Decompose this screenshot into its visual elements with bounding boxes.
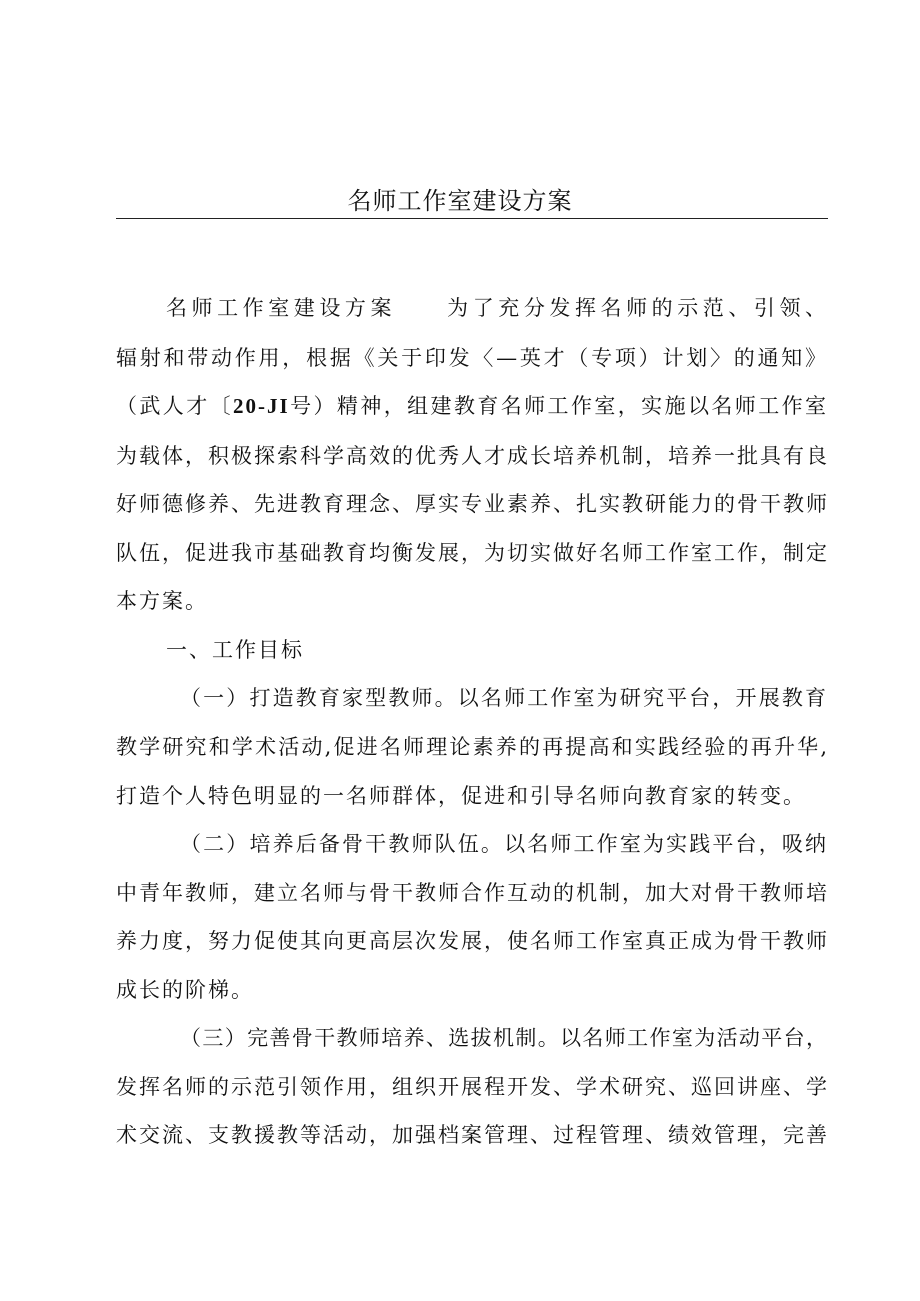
- intro-line-7: 本方案。: [116, 589, 208, 613]
- document-title: 名师工作室建设方案: [347, 187, 573, 215]
- item1-line-3: 打造个人特色明显的一名师群体，促进和引导名师向教育家的转变。: [116, 784, 806, 808]
- item2-line-1: （二）培养后备骨干教师队伍。以名师工作室为实践平台，吸纳: [180, 832, 828, 856]
- item2-line-3: 养力度，努力促使其向更高层次发展，使名师工作室真正成为骨干教师: [116, 929, 829, 953]
- item3-line-1: （三）完善骨干教师培养、选拔机制。以名师工作室为活动平台，: [180, 1026, 828, 1050]
- intro-line-3: [116, 392, 828, 420]
- item1-line-2: 教学研究和学术活动,促进名师理论素养的再提高和实践经验的再升华,: [116, 735, 828, 759]
- document-number: 20-JI: [233, 394, 290, 418]
- item2-line-4: 成长的阶梯。: [116, 978, 254, 1002]
- item2-line-2: 中青年教师，建立名师与骨干教师合作互动的机制，加大对骨干教师培: [116, 881, 829, 905]
- item3-line-2: 发挥名师的示范引领作用，组织开展程开发、学术研究、巡回讲座、学: [116, 1075, 829, 1099]
- item3-line-3: 术交流、支教援教等活动，加强档案管理、过程管理、绩效管理，完善: [116, 1123, 829, 1147]
- section-heading-work-goals: 一、工作目标: [166, 638, 304, 662]
- intro-line-2: 辐射和带动作用，根据《关于印发〈—英才（专项）计划〉的通知》: [116, 346, 828, 370]
- intro-line-3-part-c: 号）精神，组建教育名师工作室，实施以名师工作室: [289, 394, 829, 418]
- intro-line-5: 好师德修养、先进教育理念、厚实专业素养、扎实教研能力的骨干教师: [116, 492, 829, 516]
- intro-line-3-part-a: （武人才〔: [116, 394, 234, 418]
- intro-line-1: 名师工作室建设方案 为了充分发挥名师的示范、引领、: [166, 296, 828, 320]
- intro-line-6: 队伍，促进我市基础教育均衡发展，为切实做好名师工作室工作，制定: [116, 541, 829, 565]
- item1-line-1: （一）打造教育家型教师。以名师工作室为研究平台，开展教育: [180, 686, 828, 710]
- title-underline: [116, 218, 828, 219]
- intro-line-4: 为载体，积极探索科学高效的优秀人才成长培养机制，培养一批具有良: [116, 444, 829, 468]
